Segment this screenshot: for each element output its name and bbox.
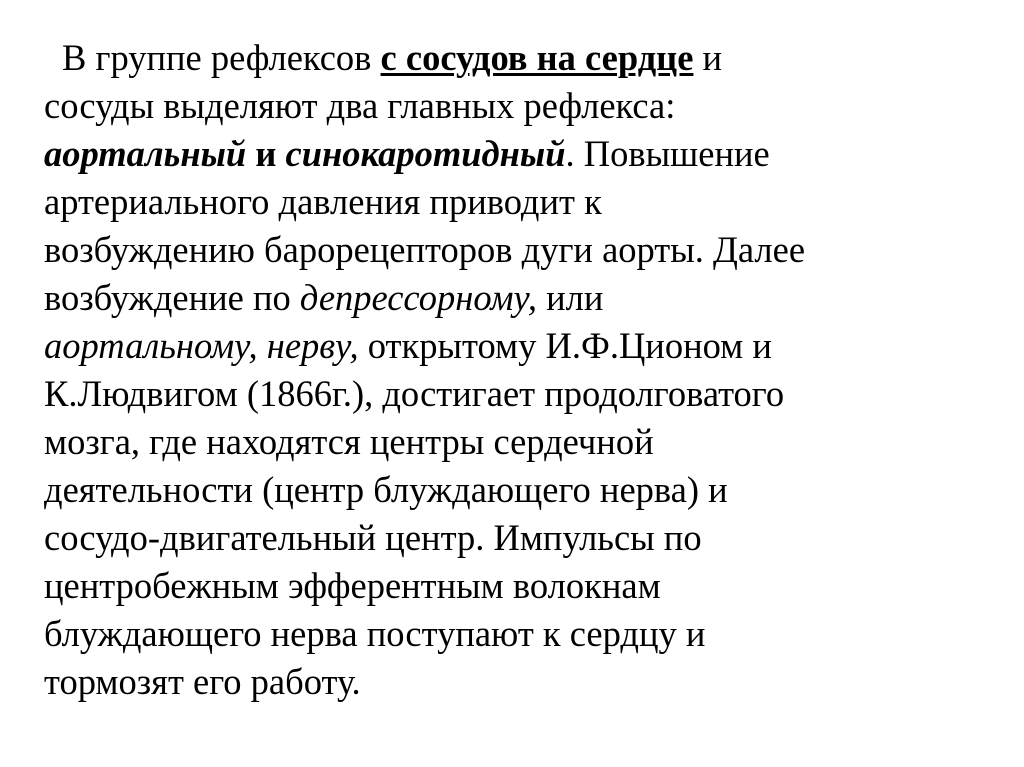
term-aortic-nerve: аортальному, нерву,	[44, 325, 359, 366]
text-line-7	[44, 322, 1004, 370]
text-line-12: центробежным эфферентным волокнам	[44, 565, 661, 606]
term-sinocarotid: синокаротидный	[285, 133, 566, 174]
text-line-4: артериального давления приводит к	[44, 181, 602, 222]
text-line-11: сосудо-двигательный центр. Импульсы по	[44, 517, 702, 558]
emphasis-underlined: с сосудов на сердце	[380, 37, 694, 78]
text-line-5: возбуждению барорецепторов дуги аорты. Далее	[44, 229, 806, 270]
term-aortic: аортальный	[44, 133, 247, 174]
text-run: или	[537, 277, 604, 318]
term-depressor: депрессорному,	[299, 277, 537, 318]
body-paragraph	[44, 34, 1004, 706]
text-line-6	[44, 274, 1004, 322]
text-run: открытому И.Ф.Ционом и	[358, 325, 772, 366]
text-run: возбуждение по	[44, 277, 300, 318]
text-line-13: блуждающего нерва поступают к сердцу и	[44, 613, 706, 654]
text-line-14: тормозят его работу.	[44, 661, 361, 702]
text-line-3	[44, 130, 1004, 178]
text-line-1	[44, 34, 1004, 82]
text-run: . Повышение	[565, 133, 770, 174]
text-line-8: К.Людвигом (1866г.), достигает продолговатого	[44, 373, 785, 414]
text-run: В группе рефлексов	[62, 37, 381, 78]
text-line-2: сосуды выделяют два главных рефлекса:	[44, 85, 676, 126]
text-line-9: мозга, где находятся центры сердечной	[44, 421, 654, 462]
text-run: и	[693, 37, 723, 78]
text-line-10: деятельности (центр блуждающего нерва) и	[44, 469, 728, 510]
text-run: и	[246, 133, 286, 174]
